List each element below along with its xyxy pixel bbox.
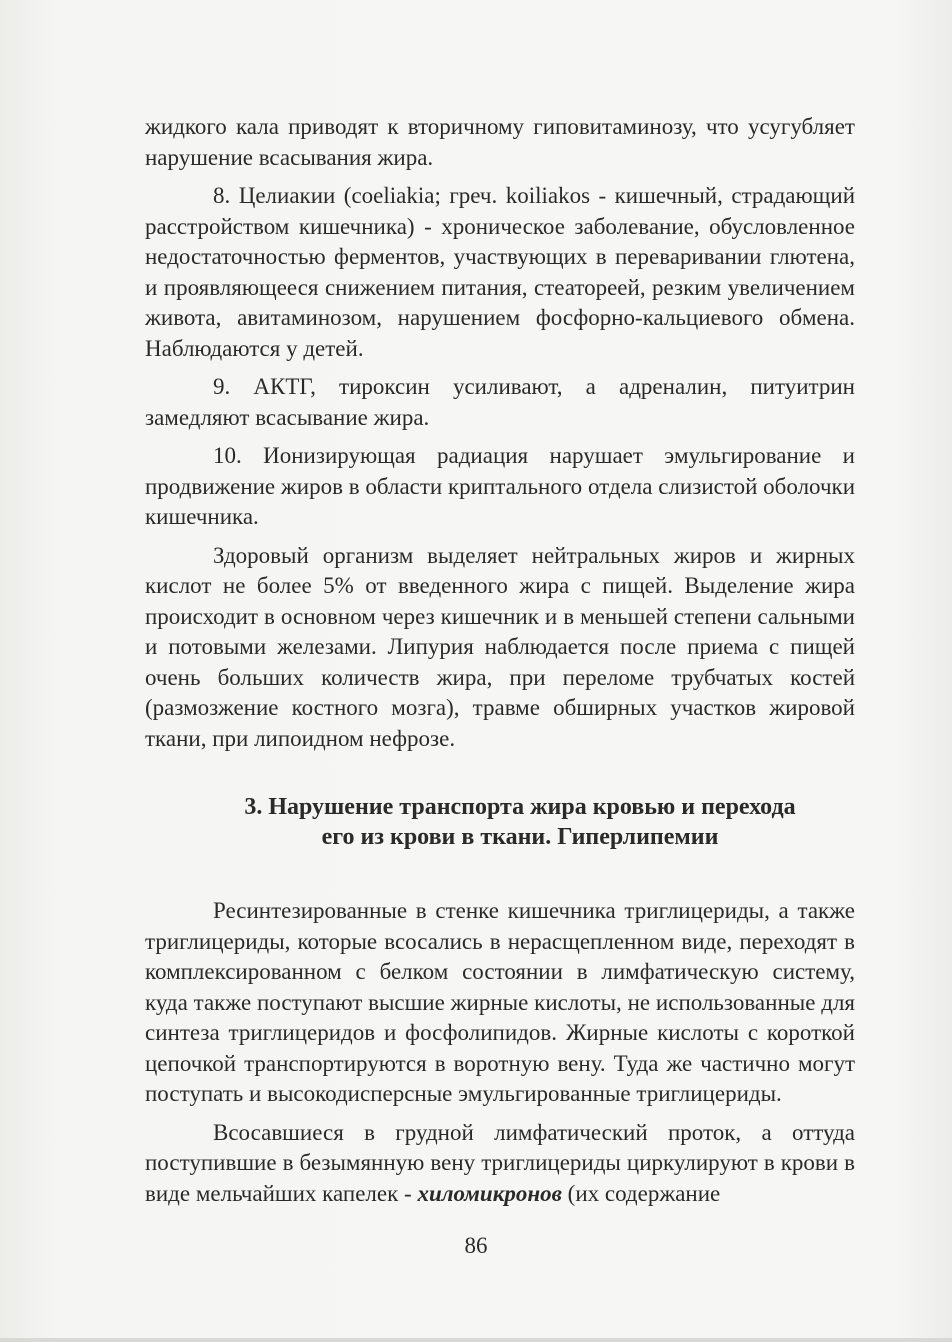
paragraph-healthy-organism: Здоровый организм выделяет нейтральных жиров и жирных кислот не более 5% от введенного жира с пищей. Выделение жира происходит в основном через кишечник и в меньшей степени сальными и потовыми железами. Липурия наблюдается после приема с пищей очень больших количеств жира, при переломе трубчатых костей (размозжение костного мозга), травме обширных участков жировой ткани, при липоидном нефрозе. (145, 542, 855, 751)
section-heading-line-2: его из крови в ткани. Гиперлипемии (321, 824, 719, 850)
paragraph-item-8: 8. Целиакии (coeliakia; греч. koiliakos - кишечный, страдающий расстройством кишечника) - хроническое заболевание, обусловленное недостаточностью ферментов, участвующих в переваривании глютена, и проявляющееся снижением питания, стеатореей, резким увеличением живота, авитаминозом, нарушением фосфорно-кальциевого обмена. Наблюдаются у детей. (145, 183, 855, 361)
section-heading (145, 792, 855, 852)
page-body (145, 112, 855, 1209)
paragraph-resynthesized: Ресинтезированные в стенке кишечника триглицериды, а также триглицериды, которые всосались в нерасщепленном виде, переходят в комплексированном с белком состоянии в лимфатическую систему, куда также поступают высшие жирные кислоты, не использованные для синтеза триглицеридов и фосфолипидов. Жирные кислоты с короткой цепочкой транспортируются в воротную вену. Туда же частично могут поступать и высокодисперсные эмульгированные триглицериды. (145, 898, 855, 1106)
paragraph-chylomicrons-end: (их содержание (561, 1180, 721, 1206)
emphasized-term: хиломикронов (417, 1180, 562, 1206)
paragraph-chylomicrons (145, 1118, 855, 1210)
paragraph-continuation: жидкого кала приводят к вторичному гиповитаминозу, что усугубляет нарушение всасывания жира. (145, 114, 855, 170)
page-number: 86 (464, 1233, 488, 1258)
paragraph-item-9: 9. АКТГ, тироксин усиливают, а адреналин, питуитрин замедляют всасывание жира. (145, 374, 855, 430)
scan-edge (0, 1338, 952, 1342)
section-heading-line-1: 3. Нарушение транспорта жира кровью и перехода (244, 794, 796, 820)
paragraph-item-10: 10. Ионизирующая радиация нарушает эмульгирование и продвижение жиров в области криптального отдела слизистой оболочки кишечника. (145, 443, 855, 529)
paragraph-chylomicrons-start: Всосавшиеся в грудной лимфатический проток, а оттуда поступившие в безымянную вену триглицериды циркулируют в крови в виде мельчайших капелек - (145, 1119, 855, 1206)
